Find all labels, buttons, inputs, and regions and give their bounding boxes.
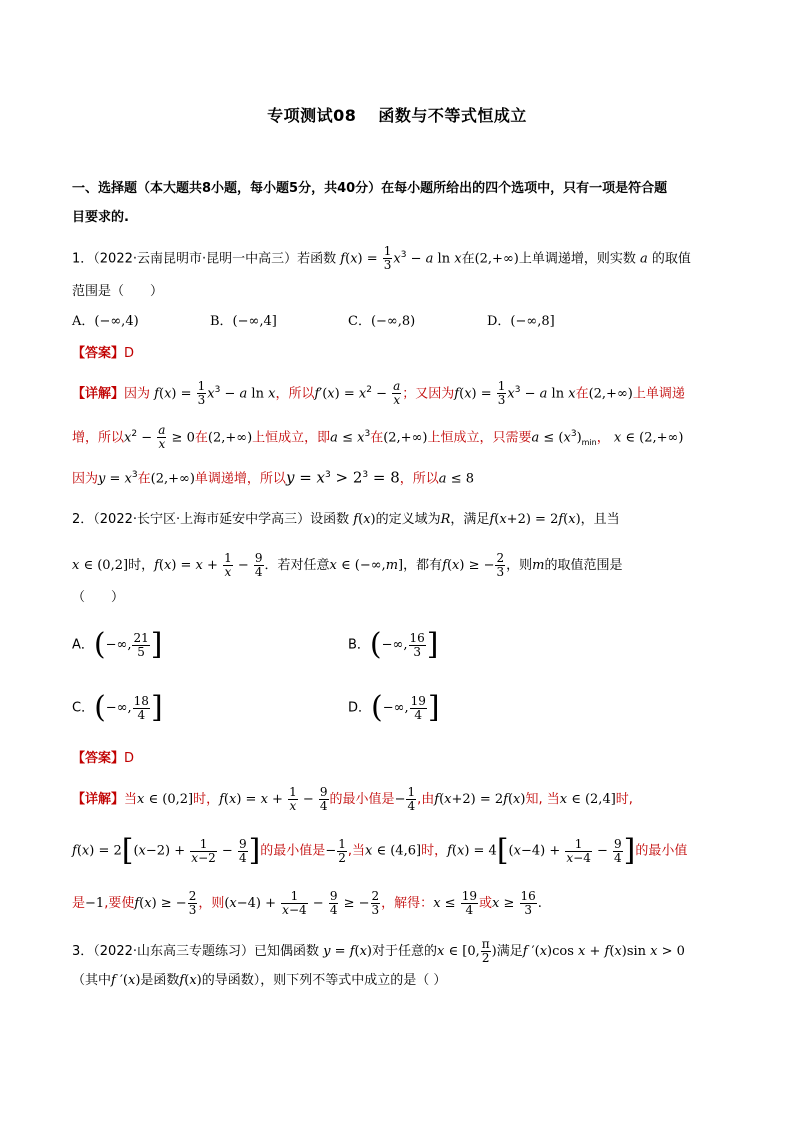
option-label: A．: [72, 637, 94, 653]
option-denominator: 4: [414, 707, 423, 722]
q2-detail-line1: 【详解】当x ∈ (0,2]时，f(x) = x + $\frac{1}{x}$ − $\frac{9}{4}$ 的最小值是− $\frac{1}{4}$ ,由f(x+2) = 2f(x)知, 当x ∈ (2,4]时,: [72, 785, 633, 813]
detail-text: 在: [370, 430, 384, 446]
title-sub: 函数与不等式恒成立: [378, 106, 527, 125]
q2-answer: [72, 749, 134, 769]
detail-text: 是: [72, 896, 86, 911]
detail-text: ，: [596, 430, 610, 446]
q1-option-d: D．(−∞,8]: [487, 314, 555, 329]
option-label: C．: [72, 700, 95, 716]
q2-text: 时，: [128, 558, 155, 573]
option-numerator: 18: [133, 693, 149, 708]
option-numerator: 16: [409, 630, 425, 645]
q2-text: ．若对任意: [264, 558, 330, 573]
option-label: B．: [348, 637, 370, 653]
q3-text: 已知偶函数: [254, 944, 320, 959]
q2-text: ，则: [506, 558, 533, 573]
q2-option-d: D．(−∞, $\frac{19}{4}$ ]: [348, 690, 440, 725]
q1-text: 在: [461, 251, 475, 267]
option-label: D．: [348, 700, 372, 716]
detail-text: 上单调递: [632, 386, 685, 402]
q2-stem-line2: x ∈ (0,2]时，f(x) = x + $\frac{1}{x}$ − $\frac{9}{4}$ ．若对任意x ∈ (−∞,m]，都有f(x) ≥ − $\frac{2}{3}$ ，则m的取值范围是: [72, 551, 623, 579]
section-heading-cont: 目要求的.: [72, 210, 129, 225]
detail-text: ,当: [347, 843, 365, 859]
q2-text: ，满足: [450, 512, 490, 527]
q2-text: 的定义域为: [375, 512, 441, 527]
detail-text: 时,: [615, 792, 633, 807]
title-main: 专项测试08: [267, 106, 357, 125]
detail-text: 或: [478, 896, 492, 911]
detail-text: 知, 当: [525, 792, 560, 807]
q1-number: 1．: [72, 251, 94, 267]
section-heading: 一、选择题（本大题共8小题，每小题5分，共40分）在每小题所给出的四个选项中，只有一项是符合题: [72, 181, 668, 196]
detail-text: ,要使: [104, 896, 135, 911]
detail-text: ，所以: [275, 386, 315, 402]
q2-text: 设函数: [310, 512, 350, 527]
question-1: 1．（2022·云南昆明市·昆明一中高三）若函数 f(x) = $\frac{1}{3}$ $x^3 - a$ ln x在(2,+∞)上单调递增，则实数 a 的取值: [72, 244, 691, 273]
q2-option-c: C．(−∞, $\frac{18}{4}$ ]: [72, 690, 163, 725]
detail-text: 单调递增，所以: [194, 471, 286, 487]
detail-text: ，解得：: [381, 896, 434, 911]
q3-text: （其中: [72, 973, 112, 988]
option-numerator: 21: [133, 630, 149, 645]
detail-text: 时，: [421, 843, 448, 859]
q2-option-b: B．(−∞, $\frac{16}{3}$ ]: [348, 627, 439, 662]
q1-option-a: A．(−∞,4): [72, 314, 139, 329]
detail-text: 时，: [193, 792, 220, 807]
detail-text: 因为: [124, 386, 151, 402]
answer-label: 【答案】: [72, 346, 125, 361]
detail-text: 上恒成立，只需要: [427, 430, 532, 446]
option-denominator: 3: [413, 644, 421, 659]
q3-stem-line2: （其中f ′(x)是函数f(x)的导函数），则下列不等式中成立的是（ ）: [72, 973, 447, 988]
q3-source: （2022·山东高三专题练习）: [93, 944, 254, 959]
q1-detail-line1: 【详解】因为 f(x) = $\frac{1}{3}$ $x^3 - a$ ln x，所以$f'(x) = x^2$ − $\frac{a}{x}$ ；又因为f(x) = $\frac{1}{3}$ $x^3 - a$ ln x在(2,+∞)上单调递: [72, 379, 685, 408]
option-denominator: 5: [137, 644, 145, 659]
q3-text: 是函数: [140, 973, 180, 988]
q3-text: 对于任意的: [372, 944, 438, 959]
detail-text: ,由: [417, 792, 435, 807]
detail-text: ，所以: [399, 471, 439, 487]
q2-stem-line3: （ ）: [72, 590, 125, 605]
q2-text: ，都有: [403, 558, 443, 573]
page-title: [0, 103, 794, 126]
q1-source: （2022·云南昆明市·昆明一中高三）: [93, 251, 298, 267]
q1-detail-line3: 因为$y = x^3$在(2,+∞)单调递增，所以$y = x^3 > 2^3 = 8$，所以a ≤ 8: [72, 468, 474, 487]
detail-text: 在: [575, 386, 589, 402]
question-2: 2．（2022·长宁区·上海市延安中学高三）设函数 f(x)的定义域为R，满足f(x+2) = 2f(x)，且当: [72, 512, 620, 527]
q1-option-b: B．(−∞,4]: [210, 314, 277, 329]
q2-number: 2．: [72, 512, 94, 527]
detail-text: ，则: [198, 896, 225, 911]
answer-value: D: [124, 751, 135, 766]
q3-text: 的导函数），则下列不等式中成立的是（ ）: [201, 973, 447, 988]
q1-answer: [72, 344, 134, 364]
q1-text: 上单调递增，则实数: [518, 251, 636, 267]
detail-text: 增，所以: [72, 430, 125, 446]
q1-option-c: C．(−∞,8): [348, 314, 416, 329]
detail-text: 的最小值是: [260, 843, 326, 859]
option-numerator: 19: [410, 693, 426, 708]
answer-label: 【答案】: [72, 751, 125, 766]
q2-option-a: A．(−∞, $\frac{21}{5}$ ]: [72, 627, 163, 662]
q1-stem-cont: 范围是（ ）: [72, 284, 164, 299]
q2-detail-line2: f(x) = 2[(x−2) + $\frac{1}{x-2}$ − $\frac{9}{4}$ ]的最小值是− $\frac{1}{2}$ ,当x ∈ (4,6]时，f(x) = 4[(x−4) + $\frac{1}{x-4}$ − $\frac{9}{4}$ ]的最小值: [72, 833, 688, 868]
detail-text: 上恒成立，即: [252, 430, 331, 446]
q3-text: 满足: [496, 944, 523, 959]
detail-text: 的最小值: [635, 843, 688, 859]
question-3: 3．（2022·山东高三专题练习）已知偶函数 y = f(x)对于任意的x ∈ [0, $\frac{\pi}{2}$ )满足f ′(x)cos x + f(x)sin x > 0: [72, 937, 685, 965]
q3-number: 3．: [72, 944, 94, 959]
q1-text: 若函数: [297, 251, 337, 267]
detail-text: 在: [194, 430, 208, 446]
detail-text: 当: [124, 792, 138, 807]
q2-text: ，且当: [580, 512, 620, 527]
q1-detail-line2: 增，所以$x^2$ − $\frac{a}{x}$ ≥ 0在(2,+∞)上恒成立，即$a \le x^3$在(2,+∞)上恒成立，只需要$a \le (x^3)_{min}$， x ∈ (2,+∞): [72, 423, 684, 452]
detail-text: 的最小值是: [329, 792, 395, 807]
detail-label: 【详解】: [72, 792, 125, 807]
q1-text: 的取值: [651, 251, 691, 267]
detail-text: 在: [137, 471, 151, 487]
detail-label: 【详解】: [72, 386, 125, 402]
detail-text: 因为: [72, 471, 99, 487]
answer-value: D: [124, 346, 135, 361]
q2-source: （2022·长宁区·上海市延安中学高三）: [93, 512, 311, 527]
option-denominator: 4: [137, 707, 146, 722]
detail-text: ；又因为: [402, 386, 455, 402]
q2-text: 的取值范围是: [544, 558, 623, 573]
q2-detail-line3: 是−1,要使f(x) ≥ − $\frac{2}{3}$ ，则(x−4) + $\frac{1}{x-4}$ − $\frac{9}{4}$ ≥ − $\frac{2}{3}$ ，解得：x ≤ $\frac{19}{4}$ 或x ≥ $\frac{16}{3}$ .: [72, 889, 542, 917]
